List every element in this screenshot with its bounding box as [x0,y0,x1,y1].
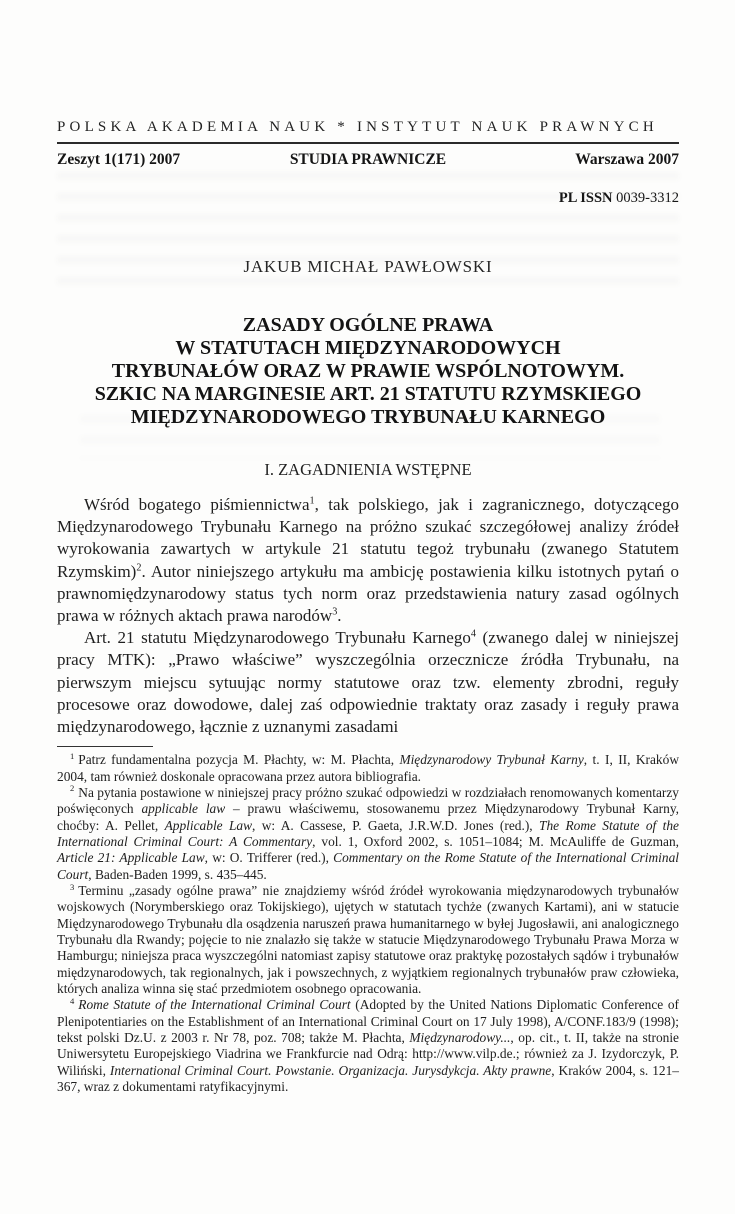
footnote-number: 1 [70,750,75,761]
text-segment: Wśród bogatego piśmiennictwa [84,495,310,514]
issn-label: PL ISSN [558,190,613,206]
text-segment: The Rome Statute of the International Criminal Court: A Commentary [57,817,679,849]
title-line: ZASADY OGÓLNE PRAWA [242,314,494,336]
issue-number: Zeszyt 1(171) 2007 [57,151,181,168]
text-segment: Art. 21 statutu Międzynarodowego Trybunału Karnego [84,628,471,648]
footnote-number: 3 [70,881,75,892]
article-title [57,314,679,429]
footnote-text [57,752,679,783]
footnote-number: 2 [70,783,75,794]
title-line: W STATUTACH MIĘDZYNARODOWYCH [175,337,561,359]
text-segment: Applicable Law [164,817,253,833]
text-segment: applicable law [141,801,226,817]
journal-masthead [57,119,679,207]
text-segment: International Criminal Court. Powstanie. Organizacja. Jurysdykcja. Akty prawne [109,1062,552,1078]
footnote-text [57,997,679,1094]
text-segment: , vol. 1, Oxford 2002, s. 1051–1084; M. McAuliffe de Guzman, [312,833,679,849]
footnote-2 [57,785,679,883]
title-line: TRYBUNAŁÓW ORAZ W PRAWIE WSPÓLNOTOWYM. [111,360,625,382]
text-segment: (Adopted by the United Nations Diplomatic Conference of Plenipotentiaries on the Establishment of an International Criminal Court on 17 July 1998), A/CONF.183/9 (1998); tekst polski Dz.U. z 2003 r. Nr 78, poz. 708; także M. Płachta, [57,997,679,1046]
issn-line [57,190,679,207]
footnote-reference: 1 [309,495,315,507]
text-segment: Międzynarodowy... [409,1030,511,1046]
text-segment: , Kraków 2004, s. 121–367, wraz z dokumentami ratyfikacyjnymi. [57,1062,680,1095]
footnote-1 [57,752,679,785]
body-paragraph-2 [57,627,679,738]
footnotes-block [57,752,679,1095]
masthead-row [57,151,679,169]
text-segment: Międzynarodowy Trybunał Karny [399,752,584,768]
text-segment: Patrz fundamentalna pozycja M. Płachty, w: M. Płachta, [78,752,400,768]
title-line: SZKIC NA MARGINESIE ART. 21 STATUTU RZYMSKIEGO [94,383,642,405]
text-segment: , op. cit., t. II, także na stronie Uniwersytetu Europejskiego Viadrina we Frankfurcie nad Odrą: http://www.vilp.de.; również za J. Izydorczyk, P. Wiliński, [57,1030,679,1078]
text-segment: Commentary on the Rome Statute of the International Criminal Court [57,850,679,882]
text-segment: Na pytania postawione w niniejszej pracy próżno szukać odpowiedzi w rozdziałach renomowanych komentarzy poświęconych [57,784,679,817]
text-segment: , w: O. Trifferer (red.), [204,850,334,866]
author-name: JAKUB MICHAŁ PAWŁOWSKI [243,257,493,276]
journal-title: STUDIA PRAWNICZE [289,151,447,168]
text-segment: , w: A. Cassese, P. Gaeta, J.R.W.D. Jones (red.), [252,817,540,833]
text-segment: , tak polskiego, jak i zagranicznego, dotyczącego Międzynarodowego Trybunału Karnego na próżno szukać szczegółowej analizy źródeł wyrokowania zawartych w artykule 21 statutu tegoż trybunału (zwanego Statutem Rzymskim) [57,495,680,581]
body-paragraph-1 [57,494,679,627]
text-segment: . [337,606,342,626]
issn-number: 0039-3312 [616,190,679,206]
institution-line: POLSKA AKADEMIA NAUK * INSTYTUT NAUK PRAWNYCH [57,119,658,135]
text-segment: . Autor niniejszego artykułu ma ambicję postawienia kilku istotnych pytań o prawnomiędzynarodowy status tych norm oraz przedstawienia natury zasad ogólnych prawa w różnych aktach prawa narodów [57,561,679,626]
footnote-reference: 4 [470,628,476,640]
text-segment: , t. I, II, Kraków 2004, tam również doskonale opracowana przez autora bibliografia. [57,752,679,784]
footnote-4 [57,997,679,1095]
text-segment: – prawu właściwemu, stosowanemu przez Międzynarodowy Trybunał Karny, choćby: A. Pellet, [57,801,679,833]
footnote-3 [57,883,679,997]
text-segment: Terminu „zasady ogólne prawa” nie znajdziemy wśród źródeł wyrokowania międzynarodowych trybunałów wojskowych (Norymberskiego oraz Tokijskiego), ujętych w statutach tychże (zwanych Kartami), ani w statucie Międzynarodowego Trybunału dla osądzenia naruszeń prawa humanitarnego w byłej Jugosławii, ani analogicznego Trybunału dla Rwandy; pojęcie to nie znalazło się także w statucie Międzynarodowego Trybunału Prawa Morza w Hamburgu; niniejsza praca wyszczególni natomiast zapisy statutowe oraz praktykę pozostałych sądów i trybunałów międzynarodowych, tak regionalnych, jak i powszechnych, z wyjątkiem regionalnych trybunałów praw człowieka, których analiza winna się stać przedmiotem osobnego opracowania. [57,882,679,997]
page-content [57,0,679,1095]
footnote-reference: 3 [332,606,338,618]
text-segment: , Baden-Baden 1999, s. 435–445. [88,866,267,882]
place-year: Warszawa 2007 [575,151,679,168]
title-line: MIĘDZYNARODOWEGO TRYBUNAŁU KARNEGO [130,406,606,428]
footnote-text [57,785,679,882]
masthead-rule [57,119,679,144]
footnote-text [57,883,679,996]
text-segment: Article 21: Applicable Law [57,850,205,866]
section-heading: I. ZAGADNIENIA WSTĘPNE [264,460,472,479]
text-segment: Rome Statute of the International Criminal Court [78,997,351,1013]
footnote-number: 4 [70,995,75,1006]
footnote-reference: 2 [136,561,142,573]
footnote-separator [57,746,153,747]
text-segment: (zwanego dalej w niniejszej pracy MTK): „Prawo właściwe” wyszczególnia orzecznicze źródła Trybunału, na pierwszym miejscu sytuując normy statutowe oraz tzw. elementy zbrodni, reguły procesowe oraz dowodowe, dalej zaś odpowiednie traktaty oraz zasady i reguły prawa międzynarodowego, łącznie z uznanymi zasadami [57,628,679,737]
